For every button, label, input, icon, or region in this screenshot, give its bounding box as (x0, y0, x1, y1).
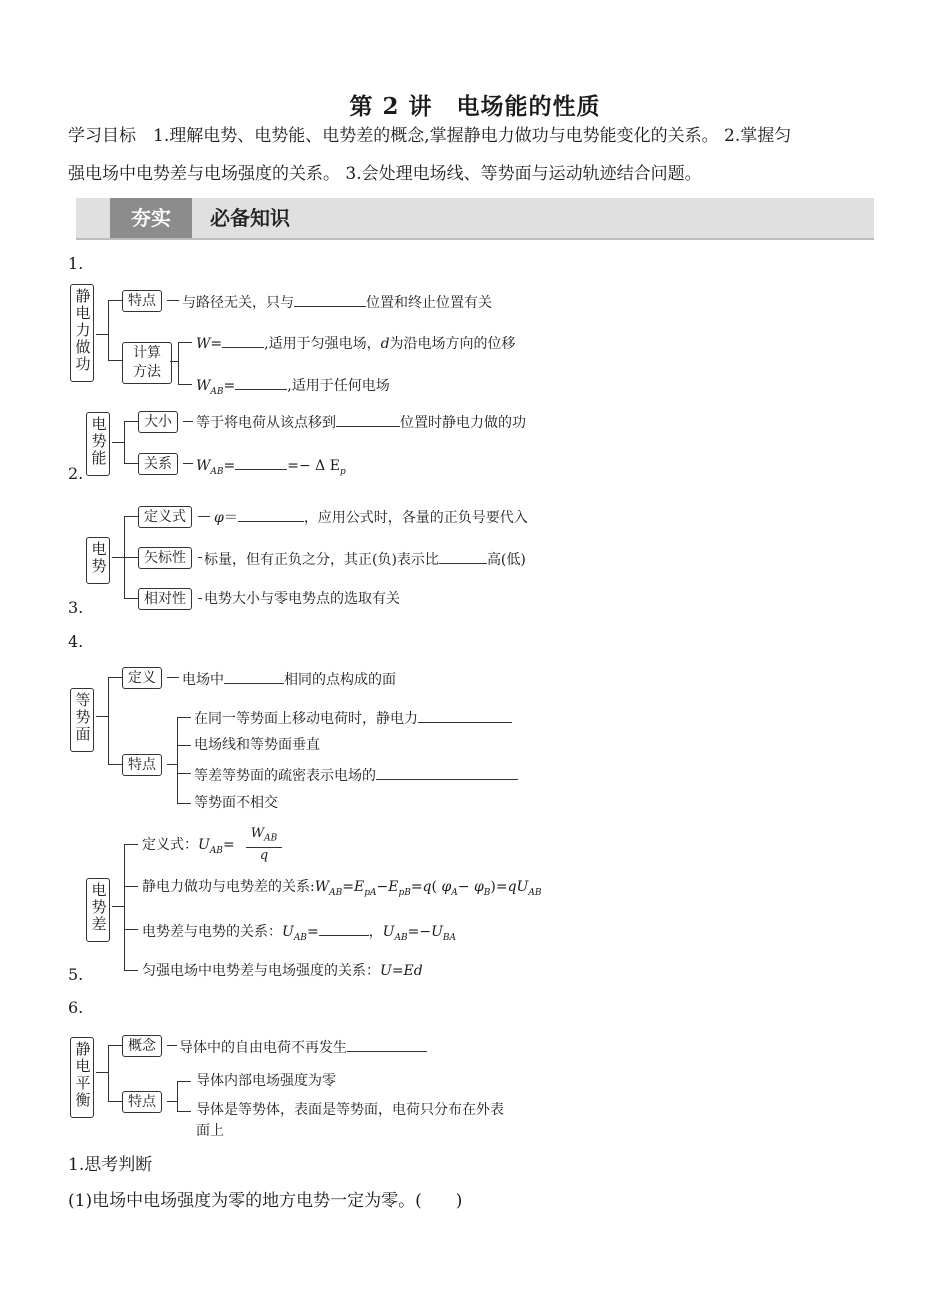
banner-heading: 必备知识 (210, 206, 290, 230)
s4-root-box (70, 688, 94, 752)
banner-tag: 夯实 (110, 198, 192, 238)
s5-work-relation: 静电力做功与电势差的关系$:W_{AB}=E_{pA}-E_{pB}=q$( $\varphi_A- \varphi_B)=qU_{AB}$ (142, 879, 542, 898)
s3-vector-label: 矢标性 (138, 547, 192, 569)
section-5-number: 5. (68, 965, 84, 984)
section-1-number: 1. (68, 254, 84, 273)
s2-root-box (86, 412, 110, 476)
s1-root-box (70, 284, 94, 382)
s4-feature-label: 特点 (122, 754, 162, 776)
learning-goals-line2: 强电场中电势差与电场强度的关系。 3.会处理电场线、等势面与运动轨迹结合问题。 (68, 164, 702, 184)
s1-feature-text: 与路径无关，只与 位置和终止位置有关 (182, 292, 492, 312)
s1-calc-formula-1: W= ,适用于匀强电场，d为沿电场方向的位移 (196, 333, 516, 353)
s1-calc-formula-2: $W_{AB}=$ ,适用于任何电场 (196, 375, 390, 401)
s2-size-label: 大小 (138, 411, 178, 433)
s1-root-label: 静电力做功 (73, 288, 92, 373)
s4-definition-text: 电场中 相同的点构成的面 (182, 669, 396, 689)
s4-feature-2: 电场线和等势面垂直 (194, 737, 320, 753)
s2-size-text: 等于将电荷从该点移到 位置时静电力做的功 (196, 412, 526, 432)
s4-definition-label: 定义 (122, 667, 162, 689)
s6-concept-text: 导体中的自由电荷不再发生 (179, 1037, 427, 1057)
s4-feature-4: 等势面不相交 (194, 795, 278, 811)
section-6-number: 6. (68, 998, 84, 1017)
section-3-number: 3. (68, 598, 84, 617)
s3-definition-label: 定义式 (138, 506, 192, 528)
s6-root-label: 静电平衡 (73, 1041, 92, 1109)
s6-feature-2b: 面上 (196, 1123, 224, 1139)
page-title: 第 2 讲 电场能的性质 (349, 93, 601, 120)
s2-root-label: 电势能 (89, 416, 108, 467)
s3-root-label: 电势 (89, 541, 108, 575)
s3-vector-text: 标量，但有正负之分，其正(负)表示比 高(低) (204, 549, 526, 569)
s5-root-label: 电势差 (89, 882, 108, 933)
s5-potential-relation: 电势差与电势的关系：$U_{AB}=$ ，$U_{AB}=-U_{BA}$ (142, 921, 456, 947)
section-banner (76, 198, 874, 240)
s3-relative-text: 电势大小与零电势点的选取有关 (204, 591, 400, 607)
judge-question-1: (1)电场中电场强度为零的地方电势一定为零。( ) (68, 1191, 463, 1211)
section-2-number: 2. (68, 464, 84, 483)
s3-definition-formula: φ＝ ，应用公式时，各量的正负号要代入 (214, 507, 528, 527)
s5-root-box (86, 878, 110, 942)
s2-relation-label: 关系 (138, 453, 178, 475)
s3-relative-label: 相对性 (138, 588, 192, 610)
s6-feature-2a: 导体是等势体，表面是等势面，电荷只分布在外表 (196, 1102, 504, 1118)
s6-feature-1: 导体内部电场强度为零 (196, 1073, 336, 1089)
s4-feature-1: 在同一等势面上移动电荷时，静电力 (194, 708, 512, 728)
s5-definition: 定义式：$U_{AB}=$ (142, 837, 235, 856)
s6-concept-label: 概念 (122, 1035, 162, 1057)
s6-feature-label: 特点 (122, 1091, 162, 1113)
s3-root-box (86, 537, 110, 584)
s6-root-box (70, 1037, 94, 1118)
s4-feature-3: 等差等势面的疏密表示电场的 (194, 765, 518, 785)
s4-root-label: 等势面 (73, 692, 92, 743)
s5-uniform-field: 匀强电场中电势差与电场强度的关系：U=Ed (142, 963, 423, 979)
judge-heading: 1.思考判断 (68, 1155, 153, 1175)
s1-feature-label: 特点 (122, 290, 162, 312)
learning-goals-line1: 学习目标 1.理解电势、电势能、电势差的概念,掌握静电力做功与电势能变化的关系。 2.掌握匀 (68, 126, 792, 146)
s1-calc-label: 计算方法 (122, 342, 172, 384)
s5-definition-fraction: $W_{AB}$ q (246, 826, 282, 863)
s2-relation-formula: $W_{AB}= =- \Delta$ $E_p$ (196, 455, 346, 481)
section-4-number: 4. (68, 632, 84, 651)
